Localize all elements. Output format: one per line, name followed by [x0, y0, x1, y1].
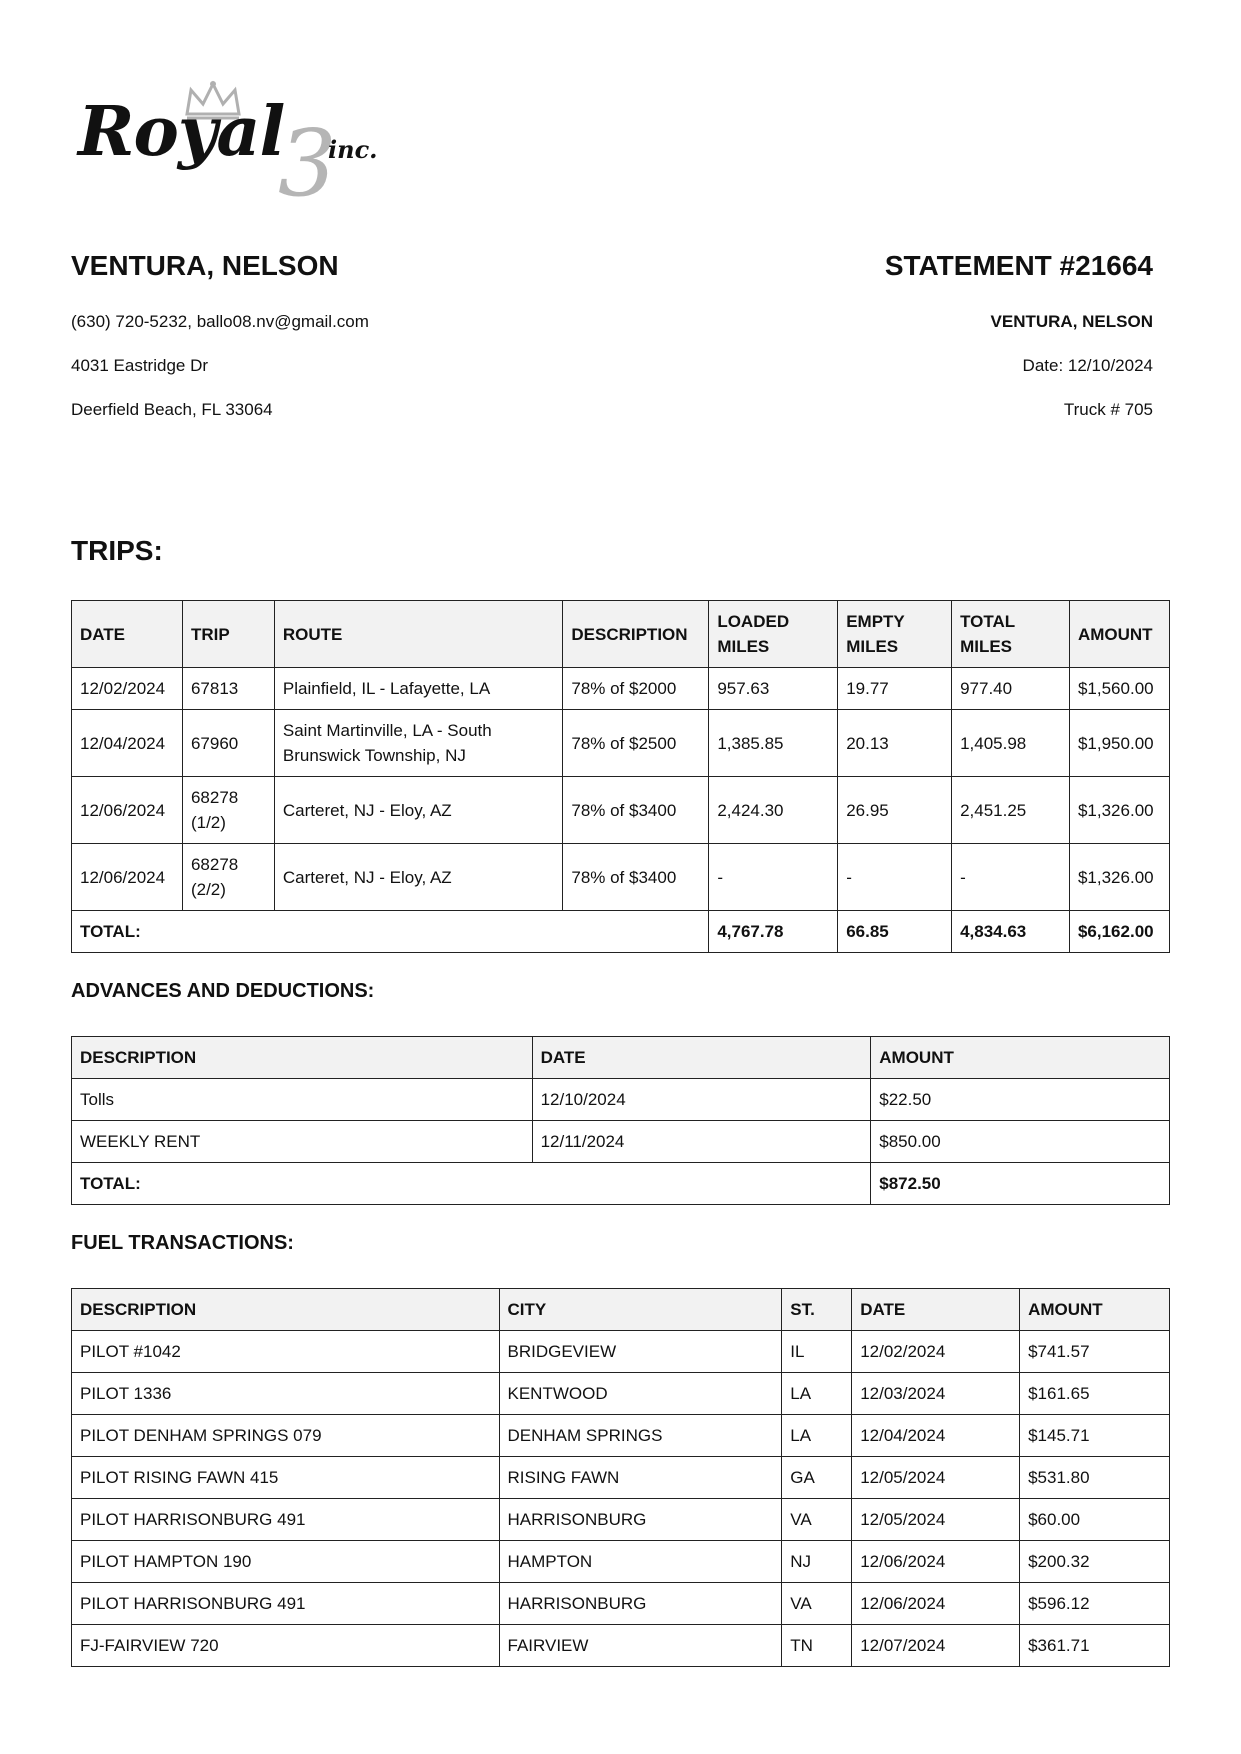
- cell-city: RISING FAWN: [499, 1457, 782, 1499]
- total-amount: $872.50: [871, 1163, 1170, 1205]
- cell-amount: $1,326.00: [1069, 777, 1169, 844]
- cell-route: Carteret, NJ - Eloy, AZ: [274, 844, 562, 911]
- col-header-amount: AMOUNT: [1020, 1289, 1170, 1331]
- col-header-date: DATE: [72, 601, 183, 668]
- logo-brand: Royal: [78, 92, 285, 172]
- cell-loaded-miles: 2,424.30: [709, 777, 838, 844]
- logo-number: 3: [278, 110, 337, 217]
- table-row: [72, 710, 1170, 777]
- cell-amount: $60.00: [1020, 1499, 1170, 1541]
- driver-contact: (630) 720-5232, ballo08.nv@gmail.com: [71, 312, 369, 331]
- total-label: TOTAL:: [72, 911, 709, 953]
- cell-route: Carteret, NJ - Eloy, AZ: [274, 777, 562, 844]
- cell-date: 12/02/2024: [72, 668, 183, 710]
- cell-state: TN: [782, 1625, 852, 1667]
- table-row: [72, 777, 1170, 844]
- total-label: TOTAL:: [72, 1163, 871, 1205]
- table-row: [72, 1373, 1170, 1415]
- col-header-amount: AMOUNT: [1069, 601, 1169, 668]
- company-logo: [78, 80, 378, 217]
- cell-state: VA: [782, 1499, 852, 1541]
- cell-date: 12/11/2024: [532, 1121, 871, 1163]
- cell-description: PILOT HAMPTON 190: [72, 1541, 500, 1583]
- cell-trip: 68278 (1/2): [182, 777, 274, 844]
- cell-city: HARRISONBURG: [499, 1499, 782, 1541]
- advances-header-row: [72, 1037, 1170, 1079]
- cell-amount: $850.00: [871, 1121, 1170, 1163]
- col-header-route: ROUTE: [274, 601, 562, 668]
- cell-amount: $1,326.00: [1069, 844, 1169, 911]
- driver-address-line2: Deerfield Beach, FL 33064: [71, 400, 273, 419]
- col-header-date: DATE: [532, 1037, 871, 1079]
- truck-number: Truck # 705: [1063, 400, 1153, 419]
- cell-description: PILOT HARRISONBURG 491: [72, 1583, 500, 1625]
- cell-date: 12/04/2024: [852, 1415, 1020, 1457]
- cell-description: 78% of $2500: [563, 710, 709, 777]
- cell-description: WEEKLY RENT: [72, 1121, 533, 1163]
- trips-table: [71, 600, 1170, 953]
- cell-empty-miles: -: [838, 844, 952, 911]
- cell-description: PILOT 1336: [72, 1373, 500, 1415]
- total-empty-miles: 66.85: [838, 911, 952, 953]
- col-header-trip: TRIP: [182, 601, 274, 668]
- table-row: [72, 1625, 1170, 1667]
- cell-route: Plainfield, IL - Lafayette, LA: [274, 668, 562, 710]
- statement-date: Date: 12/10/2024: [1022, 356, 1153, 375]
- cell-date: 12/10/2024: [532, 1079, 871, 1121]
- table-row: [72, 1583, 1170, 1625]
- cell-date: 12/05/2024: [852, 1499, 1020, 1541]
- cell-total-miles: 1,405.98: [952, 710, 1070, 777]
- cell-amount: $145.71: [1020, 1415, 1170, 1457]
- cell-city: BRIDGEVIEW: [499, 1331, 782, 1373]
- cell-description: Tolls: [72, 1079, 533, 1121]
- col-header-city: CITY: [499, 1289, 782, 1331]
- cell-route: Saint Martinville, LA - South Brunswick Township, NJ: [274, 710, 562, 777]
- cell-date: 12/04/2024: [72, 710, 183, 777]
- cell-loaded-miles: 1,385.85: [709, 710, 838, 777]
- cell-amount: $200.32: [1020, 1541, 1170, 1583]
- cell-amount: $22.50: [871, 1079, 1170, 1121]
- total-miles: 4,834.63: [952, 911, 1070, 953]
- cell-description: FJ-FAIRVIEW 720: [72, 1625, 500, 1667]
- cell-loaded-miles: -: [709, 844, 838, 911]
- cell-trip: 68278 (2/2): [182, 844, 274, 911]
- fuel-header-row: [72, 1289, 1170, 1331]
- cell-date: 12/07/2024: [852, 1625, 1020, 1667]
- col-header-description: DESCRIPTION: [563, 601, 709, 668]
- cell-date: 12/06/2024: [852, 1583, 1020, 1625]
- cell-city: HARRISONBURG: [499, 1583, 782, 1625]
- advances-total-row: [72, 1163, 1170, 1205]
- cell-amount: $161.65: [1020, 1373, 1170, 1415]
- col-header-loaded-miles: LOADED MILES: [709, 601, 838, 668]
- cell-state: LA: [782, 1373, 852, 1415]
- cell-trip: 67960: [182, 710, 274, 777]
- table-row: [72, 1499, 1170, 1541]
- cell-state: GA: [782, 1457, 852, 1499]
- cell-state: LA: [782, 1415, 852, 1457]
- cell-state: VA: [782, 1583, 852, 1625]
- cell-empty-miles: 19.77: [838, 668, 952, 710]
- trips-total-row: [72, 911, 1170, 953]
- cell-date: 12/06/2024: [852, 1541, 1020, 1583]
- cell-total-miles: -: [952, 844, 1070, 911]
- trips-heading: TRIPS:: [71, 535, 163, 566]
- cell-empty-miles: 26.95: [838, 777, 952, 844]
- cell-state: IL: [782, 1331, 852, 1373]
- cell-date: 12/06/2024: [72, 844, 183, 911]
- fuel-table: [71, 1288, 1170, 1667]
- cell-loaded-miles: 957.63: [709, 668, 838, 710]
- cell-description: PILOT HARRISONBURG 491: [72, 1499, 500, 1541]
- cell-amount: $531.80: [1020, 1457, 1170, 1499]
- cell-city: HAMPTON: [499, 1541, 782, 1583]
- col-header-date: DATE: [852, 1289, 1020, 1331]
- cell-date: 12/06/2024: [72, 777, 183, 844]
- cell-empty-miles: 20.13: [838, 710, 952, 777]
- cell-amount: $1,950.00: [1069, 710, 1169, 777]
- cell-city: FAIRVIEW: [499, 1625, 782, 1667]
- total-amount: $6,162.00: [1069, 911, 1169, 953]
- cell-total-miles: 2,451.25: [952, 777, 1070, 844]
- statement-driver-name: VENTURA, NELSON: [990, 312, 1153, 331]
- cell-description: 78% of $2000: [563, 668, 709, 710]
- driver-address-line1: 4031 Eastridge Dr: [71, 356, 209, 375]
- cell-description: 78% of $3400: [563, 844, 709, 911]
- statement-title: STATEMENT #21664: [884, 250, 1153, 281]
- col-header-description: DESCRIPTION: [72, 1289, 500, 1331]
- table-row: [72, 668, 1170, 710]
- cell-date: 12/03/2024: [852, 1373, 1020, 1415]
- col-header-description: DESCRIPTION: [72, 1037, 533, 1079]
- table-row: [72, 1121, 1170, 1163]
- cell-amount: $596.12: [1020, 1583, 1170, 1625]
- table-row: [72, 1331, 1170, 1373]
- col-header-total-miles: TOTAL MILES: [952, 601, 1070, 668]
- cell-amount: $1,560.00: [1069, 668, 1169, 710]
- cell-total-miles: 977.40: [952, 668, 1070, 710]
- cell-trip: 67813: [182, 668, 274, 710]
- cell-state: NJ: [782, 1541, 852, 1583]
- cell-amount: $741.57: [1020, 1331, 1170, 1373]
- cell-city: DENHAM SPRINGS: [499, 1415, 782, 1457]
- cell-description: PILOT #1042: [72, 1331, 500, 1373]
- advances-table: [71, 1036, 1170, 1205]
- fuel-heading: FUEL TRANSACTIONS:: [71, 1232, 294, 1254]
- table-row: [72, 844, 1170, 911]
- col-header-state: ST.: [782, 1289, 852, 1331]
- col-header-empty-miles: EMPTY MILES: [838, 601, 952, 668]
- driver-name: VENTURA, NELSON: [71, 250, 339, 281]
- col-header-amount: AMOUNT: [871, 1037, 1170, 1079]
- cell-city: KENTWOOD: [499, 1373, 782, 1415]
- cell-date: 12/05/2024: [852, 1457, 1020, 1499]
- logo-suffix: inc.: [328, 135, 378, 164]
- total-loaded-miles: 4,767.78: [709, 911, 838, 953]
- cell-description: 78% of $3400: [563, 777, 709, 844]
- cell-date: 12/02/2024: [852, 1331, 1020, 1373]
- advances-heading: ADVANCES AND DEDUCTIONS:: [71, 980, 375, 1002]
- table-row: [72, 1079, 1170, 1121]
- cell-description: PILOT RISING FAWN 415: [72, 1457, 500, 1499]
- cell-description: PILOT DENHAM SPRINGS 079: [72, 1415, 500, 1457]
- cell-amount: $361.71: [1020, 1625, 1170, 1667]
- table-row: [72, 1457, 1170, 1499]
- table-row: [72, 1541, 1170, 1583]
- trips-header-row: [72, 601, 1170, 668]
- table-row: [72, 1415, 1170, 1457]
